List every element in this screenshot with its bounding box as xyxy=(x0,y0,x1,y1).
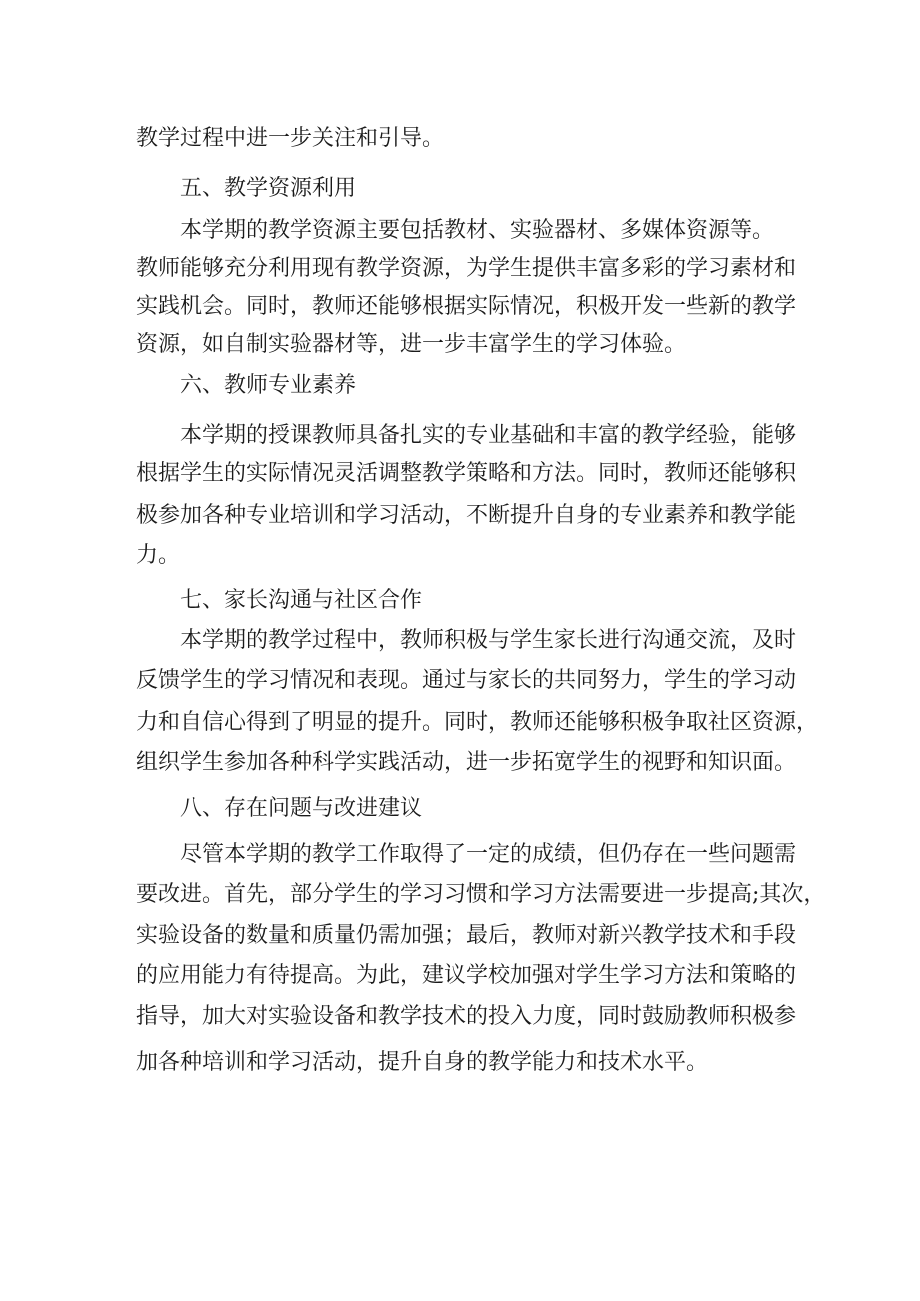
text-line: 根据学生的实际情况灵活调整教学策略和方法。同时，教师还能够积 xyxy=(136,461,797,486)
text-line: 教师能够充分利用现有教学资源，为学生提供丰富多彩的学习素材和 xyxy=(136,256,797,281)
text-line: 实践机会。同时，教师还能够根据实际情况，积极开发一些新的教学 xyxy=(136,294,797,319)
section-heading: 六、教师专业素养 xyxy=(180,373,357,398)
text-line: 加各种培训和学习活动，提升自身的教学能力和技术水平。 xyxy=(136,1050,709,1075)
text-line: 极参加各种专业培训和学习活动，不断提升自身的专业素养和教学能 xyxy=(136,503,797,528)
text-line: 尽管本学期的教学工作取得了一定的成绩，但仍存在一些问题需 xyxy=(180,842,797,867)
section-heading: 八、存在问题与改进建议 xyxy=(180,796,423,821)
text-line: 组织学生参加各种科学实践活动，进一步拓宽学生的视野和知识面。 xyxy=(136,750,797,775)
section-heading: 七、家长沟通与社区合作 xyxy=(180,588,423,613)
text-line: 的应用能力有待提高。为此，建议学校加强对学生学习方法和策略的 xyxy=(136,963,797,988)
text-line: 力。 xyxy=(136,543,181,568)
text-line: 本学期的教学过程中，教师积极与学生家长进行沟通交流，及时 xyxy=(180,628,797,653)
text-line: 力和自信心得到了明显的提升。同时，教师还能够积极争取社区资源， xyxy=(136,710,819,735)
section-heading: 五、教学资源利用 xyxy=(180,176,357,201)
text-line: 实验设备的数量和质量仍需加强；最后，教师对新兴教学技术和手段 xyxy=(136,923,797,948)
text-line: 本学期的教学资源主要包括教材、实验器材、多媒体资源等。 xyxy=(180,218,775,243)
text-line: 指导，加大对实验设备和教学技术的投入力度，同时鼓励教师积极参 xyxy=(136,1004,797,1029)
text-line: 资源，如自制实验器材等，进一步丰富学生的学习体验。 xyxy=(136,332,687,357)
text-line: 反馈学生的学习情况和表现。通过与家长的共同努力，学生的学习动 xyxy=(136,668,797,693)
text-line: 要改进。首先，部分学生的学习习惯和学习方法需要进一步提高;其次， xyxy=(136,882,826,907)
text-line: 教学过程中进一步关注和引导。 xyxy=(136,126,445,151)
text-line: 本学期的授课教师具备扎实的专业基础和丰富的教学经验，能够 xyxy=(180,423,797,448)
